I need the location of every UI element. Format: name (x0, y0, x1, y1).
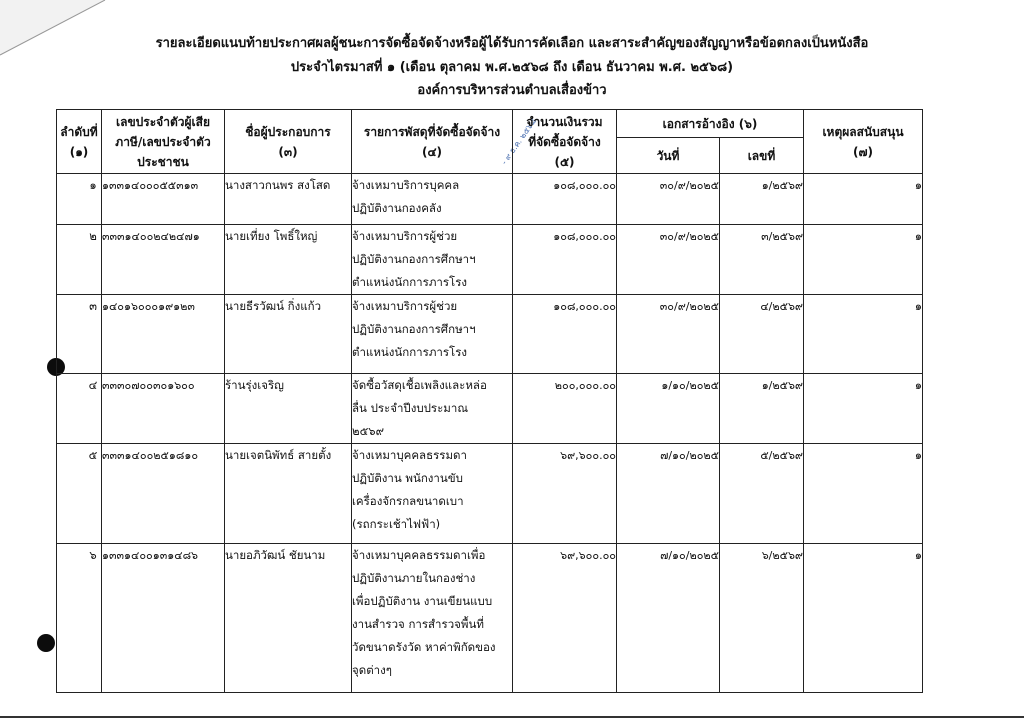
row-item-line: ปฏิบัติงานกองคลัง (352, 201, 442, 215)
table-row (57, 374, 923, 444)
punch-hole (37, 634, 55, 652)
row-ref-no: ๑/๒๕๖๙ (720, 174, 804, 225)
row-item-line: จุดต่างๆ (352, 663, 392, 677)
row-item-line: ปฏิบัติงานภายในกองช่าง (352, 571, 476, 585)
row-vendor: นายเที่ยง โพธิ์ใหญ่ (225, 225, 352, 295)
col-header-taxid (102, 110, 225, 174)
row-ref-no: ๔/๒๕๖๙ (720, 295, 804, 374)
row-ref-no: ๓/๒๕๖๙ (720, 225, 804, 295)
col-header-vendor (225, 110, 352, 174)
row-tax-id: ๓๓๓๐๗๐๐๓๐๑๖๐๐ (102, 374, 225, 444)
document-title: รายละเอียดแนบท้ายประกาศผลผู้ชนะการจัดซื้อจัดจ้างหรือผู้ได้รับการคัดเลือก และสาระสำคัญของสัญญาหรือข้อตกลงเป็นหนังสือ (155, 36, 869, 51)
row-seq-value: ๔ (88, 378, 98, 392)
row-date: ๑/๑๐/๒๐๒๕ (617, 374, 720, 444)
col-header-taxid-line2: ภาษี/เลขประจำตัว (115, 134, 211, 149)
row-amount: ๑๐๘,๐๐๐.๐๐ (513, 225, 617, 295)
row-item-line: งานสำรวจ การสำรวจพื้นที่ (352, 617, 484, 631)
row-item-line: จัดซื้อวัสดุเชื้อเพลิงและหล่อ (352, 378, 487, 392)
row-seq-value: ๑ (89, 178, 97, 192)
row-amount: ๒๐๐,๐๐๐.๐๐ (513, 374, 617, 444)
col-header-taxid-line1: เลขประจำตัวผู้เสีย (116, 114, 210, 129)
row-item-line: จ้างเหมาบริการผู้ช่วย (352, 229, 458, 243)
table-row (57, 174, 923, 225)
col-header-vendor-number: (๓) (278, 144, 298, 159)
page-bottom-edge (0, 716, 1024, 718)
row-tax-id: ๑๓๓๑๔๐๐๐๕๕๓๑๓ (102, 174, 225, 225)
row-vendor: นายอภิวัฒน์ ชัยนาม (225, 544, 352, 693)
row-vendor: ร้านรุ่งเจริญ (225, 374, 352, 444)
row-item (352, 295, 513, 374)
col-header-taxid-line3: ประชาชน (137, 154, 189, 169)
row-seq (57, 174, 102, 225)
row-item (352, 444, 513, 544)
row-tax-id: ๓๓๓๑๔๐๐๒๔๒๔๗๑ (102, 225, 225, 295)
row-amount: ๑๐๘,๐๐๐.๐๐ (513, 295, 617, 374)
row-seq-value: ๒ (89, 229, 97, 243)
row-date: ๓๐/๙/๒๐๒๕ (617, 225, 720, 295)
row-reason: ๑ (804, 544, 923, 693)
row-tax-id: ๑๓๓๑๔๐๐๑๓๑๔๘๖ (102, 544, 225, 693)
row-tax-id: ๑๔๐๑๖๐๐๐๑๙๑๒๓ (102, 295, 225, 374)
col-header-seq-number: (๑) (69, 144, 89, 159)
col-header-vendor-label: ชื่อผู้ประกอบการ (245, 124, 331, 139)
row-item-line: ปฏิบัติงานกองการศึกษาฯ (352, 322, 476, 336)
row-seq (57, 225, 102, 295)
row-vendor: นายเจตนิพัทธ์ สายตั้ง (225, 444, 352, 544)
col-header-amount (513, 110, 617, 174)
row-item (352, 174, 513, 225)
row-date: ๓๐/๙/๒๐๒๕ (617, 174, 720, 225)
row-item-line: (รถกระเช้าไฟฟ้า) (352, 517, 441, 531)
row-ref-no: ๖/๒๕๖๙ (720, 544, 804, 693)
table-row (57, 295, 923, 374)
row-item-line: ลื่น ประจำปีงบประมาณ (352, 401, 468, 415)
col-header-ref-no: เลขที่ (720, 138, 804, 174)
col-header-amount-number: (๕) (554, 154, 575, 169)
row-ref-no: ๕/๒๕๖๙ (720, 444, 804, 544)
row-item-line: ปฏิบัติงานกองการศึกษาฯ (352, 252, 476, 266)
col-header-item-number: (๔) (421, 144, 443, 159)
row-item-line: ๒๕๖๙ (352, 424, 385, 438)
row-item-line: จ้างเหมาบุคคลธรรมดา (352, 448, 467, 462)
row-amount: ๖๙,๖๐๐.๐๐ (513, 444, 617, 544)
row-vendor: นายธีรวัฒน์ กิ่งแก้ว (225, 295, 352, 374)
row-item-line: ปฏิบัติงาน พนักงานขับ (352, 471, 463, 485)
col-header-seq (57, 110, 102, 174)
row-date: ๓๐/๙/๒๐๒๕ (617, 295, 720, 374)
row-amount: ๑๐๘,๐๐๐.๐๐ (513, 174, 617, 225)
row-date: ๗/๑๐/๒๐๒๕ (617, 444, 720, 544)
received-stamp: - ๙ ธ.ค. ๒๕๖๘ (499, 116, 539, 167)
row-seq (57, 444, 102, 544)
row-item-line: เพื่อปฏิบัติงาน งานเขียนแบบ (352, 594, 493, 608)
row-item-line: จ้างเหมาบุคคลธรรมดาเพื่อ (352, 548, 486, 562)
row-ref-no: ๑/๒๕๖๙ (720, 374, 804, 444)
row-reason: ๑ (804, 444, 923, 544)
col-header-amount-line1: จำนวนเงินรวม (526, 114, 603, 129)
row-item-line: เครื่องจักรกลขนาดเบา (352, 494, 464, 508)
row-item-line: ตำแหน่งนักการภารโรง (352, 275, 467, 289)
table-row (57, 225, 923, 295)
row-reason: ๑ (804, 374, 923, 444)
row-seq-value: ๕ (88, 448, 98, 462)
col-header-reason-number: (๗) (853, 144, 873, 159)
row-item-line: จ้างเหมาบริการบุคคล (352, 178, 460, 192)
col-header-ref-date: วันที่ (617, 138, 720, 174)
col-header-item (352, 110, 513, 174)
row-item-line: จ้างเหมาบริการผู้ช่วย (352, 299, 458, 313)
row-item (352, 374, 513, 444)
row-item-line: วัดขนาดรังวัด หาค่าพิกัดของ (352, 640, 496, 654)
col-header-seq-label: ลำดับที่ (60, 124, 98, 139)
row-item (352, 544, 513, 693)
row-date: ๗/๑๐/๒๐๒๕ (617, 544, 720, 693)
row-seq-value: ๓ (89, 299, 97, 313)
table-row (57, 444, 923, 544)
row-seq (57, 544, 102, 693)
document-subtitle-period: ประจำไตรมาสที่ ๑ (เดือน ตุลาคม พ.ศ.๒๕๖๘ ถึง เดือน ธันวาคม พ.ศ. ๒๕๖๘) (290, 60, 734, 75)
row-seq (57, 295, 102, 374)
row-tax-id: ๓๓๓๑๔๐๐๒๕๑๘๑๐ (102, 444, 225, 544)
document-organization: องค์การบริหารส่วนตำบลเสื่องข้าว (417, 83, 607, 98)
row-item-line: ตำแหน่งนักการภารโรง (352, 345, 467, 359)
table-row (57, 544, 923, 693)
col-header-reason (804, 110, 923, 174)
col-header-reason-label: เหตุผลสนับสนุน (822, 124, 904, 139)
row-vendor: นางสาวกนพร สงโสด (225, 174, 352, 225)
row-seq (57, 374, 102, 444)
row-item (352, 225, 513, 295)
col-header-amount-line2: ที่จัดซื้อจัดจ้าง (528, 134, 601, 149)
row-reason: ๑ (804, 174, 923, 225)
row-seq-value: ๖ (89, 548, 97, 562)
row-reason: ๑ (804, 225, 923, 295)
row-reason: ๑ (804, 295, 923, 374)
col-header-reference: เอกสารอ้างอิง (๖) (617, 110, 804, 138)
col-header-item-label: รายการพัสดุที่จัดซื้อจัดจ้าง (363, 124, 501, 139)
procurement-table (56, 109, 923, 693)
row-amount: ๖๙,๖๐๐.๐๐ (513, 544, 617, 693)
